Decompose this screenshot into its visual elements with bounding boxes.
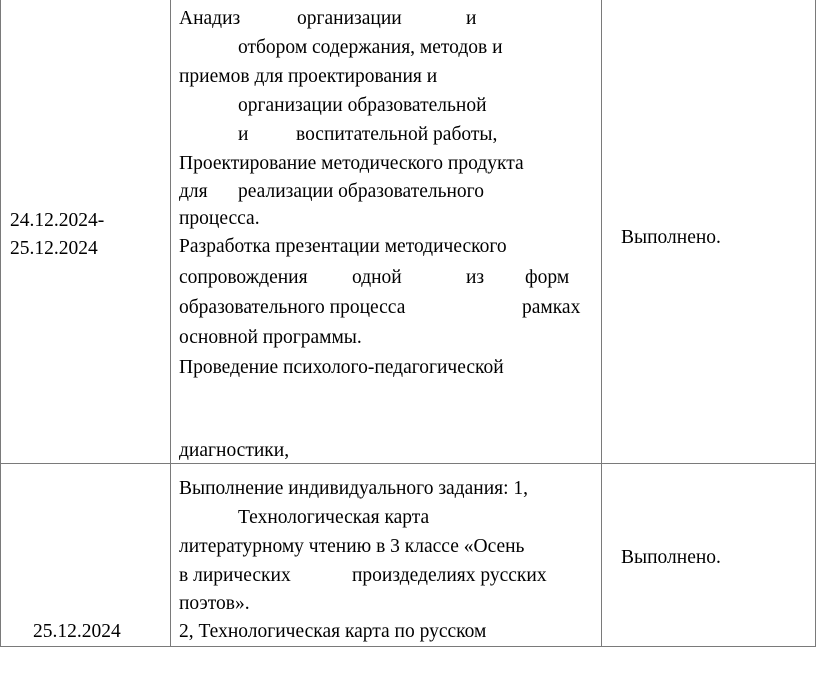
row1-content-line1-word2: организации [297,8,402,29]
row1-content-line10-word1: сопровождения [179,267,308,288]
row2-content-line1: Выполнение индивидуального задания: 1, [179,478,529,499]
row1-content-line5-word2: воспитательной работы, [296,124,498,145]
row2-content-line2: Технологическая карта [238,507,430,528]
row1-content-line12: основной программы. [179,327,362,348]
row1-content-line14: диагностики, [179,440,290,461]
row1-content-line11-word2: рамках [522,297,581,318]
row1-content-line13: Проведение психолого-педагогической [179,357,504,378]
row1-content-line11-word1: образовательного процесса [179,297,406,318]
row1-content-line3: приемов для проектирования и [179,66,438,87]
row2-content-line3: литературному чтению в 3 классе «Осень [179,536,525,557]
row1-content-line1-word3: и [466,8,477,29]
row1-content-line10-word4: форм [525,267,570,288]
row1-content-line10-word3: из [466,267,485,288]
row1-content-line6: Проектирование методического продукта [179,153,524,174]
row1-content-line9: Разработка презентации методического [179,236,507,257]
column-divider-content [601,0,602,647]
row2-content-line4-word1: в лирических [179,565,291,586]
row1-content-line5-word1: и [238,124,249,145]
row2-content-line6: 2, Технологическая карта по русском [179,621,487,642]
row1-content-line7-word2: реализации образовательного [238,181,484,202]
row1-content-line2: отбором содержания, методов и [238,37,503,58]
row2-content-line5: поэтов». [179,593,250,614]
row-divider [0,463,816,464]
table-border-left [0,0,1,647]
row1-date-line2: 25.12.2024 [10,238,98,259]
row2-status: Выполнено. [621,547,721,568]
table-border-bottom [0,646,816,647]
row1-content-line1-word1: Анадиз [179,8,241,29]
row1-content-line7-word1: для [179,181,208,202]
row2-content-line4-word2: произдеделиях русских [352,565,547,586]
row1-status: Выполнено. [621,227,721,248]
row1-content-line8: процесса. [179,208,260,229]
row1-content-line4: организации образовательной [238,95,487,116]
column-divider-date [170,0,171,647]
row1-date-line1: 24.12.2024- [10,210,105,231]
row2-date: 25.12.2024 [33,621,121,642]
row1-content-line10-word2: одной [352,267,402,288]
